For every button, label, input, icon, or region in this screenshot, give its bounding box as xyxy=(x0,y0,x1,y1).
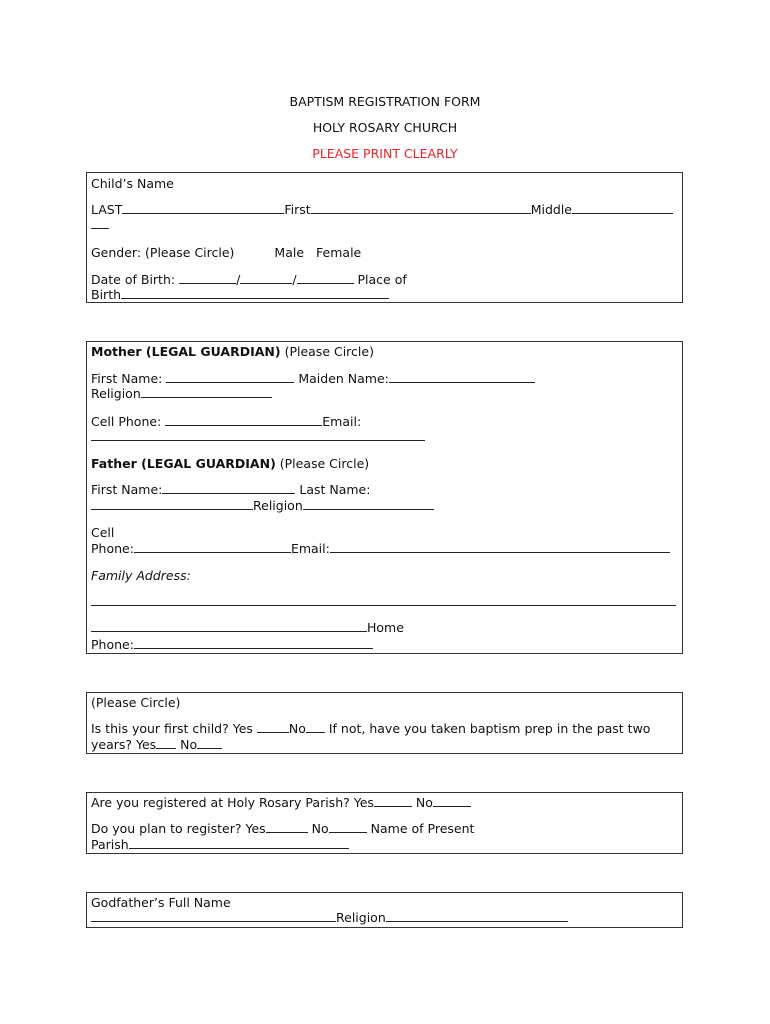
mother-first-name-field[interactable] xyxy=(166,371,294,383)
first-child-circle: (Please Circle) xyxy=(91,695,181,710)
print-instruction: PLEASE PRINT CLEARLY xyxy=(312,146,458,161)
mother-phone-row: Cell Phone: Email: xyxy=(91,414,362,429)
mother-cell-field[interactable] xyxy=(165,414,322,426)
plan-yes-field[interactable] xyxy=(266,821,308,833)
godfather-name-field[interactable] xyxy=(91,910,336,922)
dob-day-field[interactable] xyxy=(240,272,292,284)
home-phone-row: Phone: xyxy=(91,637,373,652)
middle-name-field[interactable] xyxy=(572,202,673,214)
present-parish-row: Parish xyxy=(91,837,349,852)
father-phone-row: Phone: Email: xyxy=(91,541,670,556)
family-address-label: Family Address: xyxy=(91,568,191,583)
mother-name-row: First Name: Maiden Name: xyxy=(91,371,535,386)
male-option[interactable]: Male xyxy=(274,245,305,260)
godfather-row: Religion xyxy=(91,910,568,925)
parish-section xyxy=(86,792,683,854)
family-address-line-2: Home xyxy=(91,620,404,635)
prep-answer-row: years? Yes No xyxy=(91,737,222,752)
mother-email-row xyxy=(91,429,425,444)
father-religion-row: Religion xyxy=(91,498,434,513)
child-name-overflow xyxy=(91,217,109,232)
birth-place-field[interactable] xyxy=(121,287,389,299)
form-title: BAPTISM REGISTRATION FORM xyxy=(289,94,481,109)
mother-religion-field[interactable] xyxy=(141,386,272,398)
godfather-label: Godfather’s Full Name xyxy=(91,895,231,910)
first-child-no-field[interactable] xyxy=(306,721,325,733)
child-section xyxy=(86,172,683,303)
family-address-line xyxy=(91,594,676,609)
father-last-name-field[interactable] xyxy=(91,498,253,510)
gender-row: Gender: (Please Circle) Male Female xyxy=(91,245,362,260)
mother-heading: Mother (LEGAL GUARDIAN) (Please Circle) xyxy=(91,344,374,359)
dob-month-field[interactable] xyxy=(179,272,236,284)
prep-yes-field[interactable] xyxy=(156,737,176,749)
first-child-question: Is this your first child? Yes No If not, have you taken baptism prep in the past two xyxy=(91,721,651,736)
godfather-religion-field[interactable] xyxy=(386,910,568,922)
father-cell-field[interactable] xyxy=(134,541,291,553)
present-parish-field[interactable] xyxy=(129,837,349,849)
father-email-field[interactable] xyxy=(330,541,670,553)
first-child-yes-field[interactable] xyxy=(257,721,289,733)
female-option[interactable]: Female xyxy=(316,245,362,260)
godfather-section xyxy=(86,892,683,928)
first-name-field[interactable] xyxy=(311,202,531,214)
plan-no-field[interactable] xyxy=(329,821,367,833)
dob-year-field[interactable] xyxy=(297,272,354,284)
dob-row: Date of Birth: / / Place of xyxy=(91,272,407,287)
father-heading: Father (LEGAL GUARDIAN) (Please Circle) xyxy=(91,456,370,471)
mother-religion-row: Religion xyxy=(91,386,272,401)
church-name: HOLY ROSARY CHURCH xyxy=(312,120,458,135)
family-address-field-2[interactable] xyxy=(91,620,367,632)
birth-place-row: Birth xyxy=(91,287,389,302)
registered-no-field[interactable] xyxy=(433,795,471,807)
mother-email-field[interactable] xyxy=(91,429,425,441)
parents-section xyxy=(86,341,683,654)
prep-no-field[interactable] xyxy=(197,737,222,749)
plan-row: Do you plan to register? Yes No Name of Present xyxy=(91,821,475,836)
father-name-row: First Name: Last Name: xyxy=(91,482,371,497)
first-child-section xyxy=(86,692,683,754)
child-name-label: Child’s Name xyxy=(91,176,174,191)
father-cell-label: Cell xyxy=(91,525,115,540)
father-religion-field[interactable] xyxy=(303,498,434,510)
mother-maiden-name-field[interactable] xyxy=(389,371,535,383)
family-address-field[interactable] xyxy=(91,594,676,606)
child-name-row: LAST First Middle xyxy=(91,202,673,217)
last-name-field[interactable] xyxy=(122,202,284,214)
father-first-name-field[interactable] xyxy=(162,482,295,494)
registered-row: Are you registered at Holy Rosary Parish? Yes No xyxy=(91,795,471,810)
home-phone-field[interactable] xyxy=(134,637,373,649)
registered-yes-field[interactable] xyxy=(374,795,412,807)
